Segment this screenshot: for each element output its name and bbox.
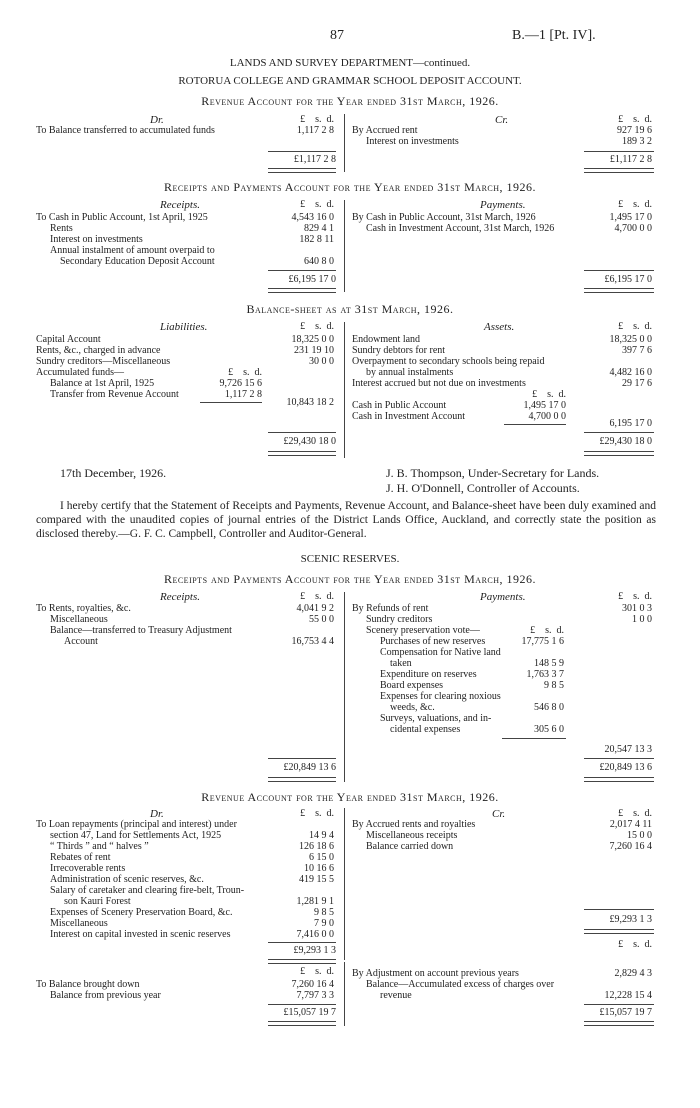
scenic-revenue-title: Revenue Account for the Year ended 31st March, 1926.: [201, 790, 499, 804]
bs-right-row: Sundry debtors for rent: [352, 345, 446, 356]
bs-left-amt: 18,325 0 0: [291, 334, 334, 345]
rev2-left-amt: 6 15 0: [309, 852, 334, 863]
rev1-left-row: To Balance transferred to accumulated funds: [36, 125, 215, 136]
rev2-right2-row: revenue: [380, 990, 412, 1001]
bs-right-row: Overpayment to secondary schools being repaid: [352, 356, 545, 367]
column-divider: [344, 808, 345, 960]
bs-inner-amt: 1,117 2 8: [224, 389, 262, 400]
department-title: LANDS AND SURVEY DEPARTMENT—continued.: [229, 57, 471, 69]
rev2-left-amt: 7,416 0 0: [296, 929, 334, 940]
rev2-lsd-right: £ s. d.: [618, 808, 652, 819]
rev2-left-row: Rebates of rent: [50, 852, 111, 863]
column-divider: [344, 114, 345, 172]
rule: [584, 432, 654, 433]
rp2-right-row: Sundry creditors: [366, 614, 433, 625]
rev2-left2-amt: 7,797 3 3: [296, 990, 334, 1001]
bs-inner-amt: 9,726 15 6: [219, 378, 262, 389]
rev2-left-row: section 47, Land for Settlements Act, 1925: [50, 830, 222, 841]
rp2-right-row: Purchases of new reserves: [380, 636, 486, 647]
bs-right-amt: 29 17 6: [622, 378, 652, 389]
rp2-right-row: Surveys, valuations, and in-: [380, 713, 492, 724]
rev2-right-row: Miscellaneous receipts: [366, 830, 458, 841]
bs-right-amt: 4,482 16 0: [609, 367, 652, 378]
rp2-right-row: By Refunds of rent: [352, 603, 429, 614]
rp2-inner-amt: 9 8 5: [544, 680, 564, 691]
rule: [268, 942, 336, 943]
rp2-right-row: Scenery preservation vote—: [366, 625, 480, 636]
rev2-total2-right: £15,057 19 7: [599, 1007, 652, 1018]
rp2-inner-lsd: £ s. d.: [530, 625, 564, 636]
double-rule: [584, 777, 654, 782]
rev2-cr: Cr.: [492, 808, 506, 820]
rp2-left-row: To Rents, royalties, &c.: [36, 603, 131, 614]
rule: [584, 1004, 654, 1005]
rp2-total-right: £20,849 13 6: [599, 762, 652, 773]
bs-right-row: Interest accrued but not due on investments: [352, 378, 526, 389]
rp1-left-row: Rents: [50, 223, 73, 234]
rp2-right-amt: 1 0 0: [632, 614, 652, 625]
rev2-right-row: By Accrued rents and royalties: [352, 819, 476, 830]
bs-left-row: Sundry creditors—Miscellaneous: [36, 356, 171, 367]
rev2-left-amt: 126 18 6: [299, 841, 334, 852]
rule: [268, 151, 336, 152]
rp2-right-row: Board expenses: [380, 680, 444, 691]
rp1-left-amt: 829 4 1: [304, 223, 334, 234]
rp1-right-row: Cash in Investment Account, 31st March, 1926: [366, 223, 555, 234]
balance-sheet-title: Balance-sheet as at 31st March, 1926.: [246, 302, 454, 316]
column-divider: [344, 592, 345, 782]
rp2-right-row: taken: [390, 658, 412, 669]
rule: [268, 758, 336, 759]
rp1-left-amt: 4,543 16 0: [291, 212, 334, 223]
rp2-right-row: Compensation for Native land: [380, 647, 501, 658]
scenic-rp-title: Receipts and Payments Account for the Year ended 31st March, 1926.: [163, 572, 537, 586]
rev1-dr: Dr.: [150, 114, 164, 126]
rev2-right-amt: 7,260 16 4: [609, 841, 652, 852]
auditor-certificate: I hereby certify that the Statement of Receipts and Payments, Revenue Account, and Balance-sheet have been duly examined and compared with the unaudited copies of journal entries of the District Lands Office, Auckland, and correctly state the position as disclosed thereby.—G. F. C. Campbell, Controller and Auditor-General.: [36, 500, 656, 540]
rule: [504, 424, 566, 425]
rev2-lsd-left: £ s. d.: [300, 808, 334, 819]
rule: [584, 909, 654, 910]
rev2-left2-row: To Balance brought down: [36, 979, 140, 990]
rev2-left-amt: 10 16 6: [304, 863, 334, 874]
bs-left-amt: 30 0 0: [309, 356, 334, 367]
bs-left-row: Accumulated funds—: [36, 367, 125, 378]
rev2-right-amt: 2,017 4 11: [609, 819, 652, 830]
rev2-left2-amt: 7,260 16 4: [291, 979, 334, 990]
bs-right-row: Cash in Investment Account: [352, 411, 466, 422]
signature-date: 17th December, 1926.: [60, 466, 167, 480]
rp1-total-left: £6,195 17 0: [288, 274, 336, 285]
rev1-right-amt: 927 19 6: [617, 125, 652, 136]
rev2-left-row: Miscellaneous: [50, 918, 108, 929]
double-rule: [268, 959, 336, 964]
scenic-reserves-title: SCENIC RESERVES.: [300, 553, 400, 565]
rev1-total-left: £1,117 2 8: [293, 154, 336, 165]
rp2-total-left: £20,849 13 6: [283, 762, 336, 773]
rp1-right-amt: 1,495 17 0: [609, 212, 652, 223]
rule: [268, 432, 336, 433]
bs-inner-amt: 1,495 17 0: [523, 400, 566, 411]
rev1-right-amt: 189 3 2: [622, 136, 652, 147]
rp2-inner-amt: 546 8 0: [534, 702, 564, 713]
double-rule: [584, 288, 654, 293]
rev2-lsd-right2: £ s. d.: [618, 939, 652, 950]
bs-left-row: Rents, &c., charged in advance: [36, 345, 161, 356]
column-divider: [344, 962, 345, 1026]
rp1-right-row: By Cash in Public Account, 31st March, 1926: [352, 212, 536, 223]
rev1-left-amt: 1,117 2 8: [296, 125, 334, 136]
rev1-lsd-right: £ s. d.: [618, 114, 652, 125]
rev2-right-amt: 15 0 0: [627, 830, 652, 841]
rp2-right-row: cidental expenses: [390, 724, 461, 735]
column-divider: [344, 200, 345, 292]
rp2-left-row: Account: [64, 636, 98, 647]
rp2-right-row: weeds, &c.: [390, 702, 435, 713]
rp2-left-row: Miscellaneous: [50, 614, 108, 625]
signature-odonnell: J. H. O'Donnell, Controller of Accounts.: [386, 481, 580, 495]
double-rule: [268, 168, 336, 173]
rp2-vote-total: 20,547 13 3: [604, 744, 652, 755]
revenue-account-title: Revenue Account for the Year ended 31st March, 1926.: [201, 94, 499, 108]
rule: [584, 758, 654, 759]
signature-thompson: J. B. Thompson, Under-Secretary for Lands.: [386, 466, 600, 480]
rev2-total-left: £9,293 1 3: [293, 945, 336, 956]
rp2-inner-amt: 148 5 9: [534, 658, 564, 669]
rev1-right-row: By Accrued rent: [352, 125, 418, 136]
rev2-right-row: Balance carried down: [366, 841, 454, 852]
rev2-left-row: Expenses of Scenery Preservation Board, &c.: [50, 907, 233, 918]
rev1-total-right: £1,117 2 8: [609, 154, 652, 165]
bs-right-amt: 6,195 17 0: [609, 418, 652, 429]
rp1-left-row: To Cash in Public Account, 1st April, 1925: [36, 212, 208, 223]
rev2-lsd-left2: £ s. d.: [300, 966, 334, 977]
rev2-left-amt: 1,281 9 1: [296, 896, 334, 907]
rp1-payments-heading: Payments.: [480, 199, 526, 211]
bs-left-row: Capital Account: [36, 334, 101, 345]
bs-left-amt: 10,843 18 2: [286, 397, 334, 408]
rev2-left-amt: 7 9 0: [314, 918, 334, 929]
rp1-right-amt: 4,700 0 0: [614, 223, 652, 234]
bs-right-row: Endowment land: [352, 334, 421, 345]
rp2-right-row: Expenses for clearing noxious: [380, 691, 501, 702]
rev2-left-row: Interest on capital invested in scenic reserves: [50, 929, 231, 940]
rev2-total-right: £9,293 1 3: [609, 914, 652, 925]
rp1-left-row: Annual instalment of amount overpaid to: [50, 245, 215, 256]
bs-inner-lsd: £ s. d.: [532, 389, 566, 400]
bs-left-row: Balance at 1st April, 1925: [50, 378, 155, 389]
double-rule: [268, 1021, 336, 1026]
rp1-total-right: £6,195 17 0: [604, 274, 652, 285]
bs-total-right: £29,430 18 0: [599, 436, 652, 447]
bs-lsd-right: £ s. d.: [618, 321, 652, 332]
rule: [268, 1004, 336, 1005]
college-title: ROTORUA COLLEGE AND GRAMMAR SCHOOL DEPOSIT ACCOUNT.: [178, 75, 522, 87]
rp2-receipts-heading: Receipts.: [160, 591, 201, 603]
double-rule: [584, 1021, 654, 1026]
rev2-right2-row: Balance—Accumulated excess of charges over: [366, 979, 555, 990]
column-divider: [344, 322, 345, 458]
rev2-left-amt: 419 15 5: [299, 874, 334, 885]
rp1-receipts-heading: Receipts.: [160, 199, 201, 211]
bs-right-row: by annual instalments: [366, 367, 454, 378]
page-number: 87: [330, 28, 344, 43]
rev2-dr: Dr.: [150, 808, 164, 820]
rev1-cr: Cr.: [495, 114, 509, 126]
rp2-left-amt: 4,041 9 2: [296, 603, 334, 614]
bs-inner-lsd: £ s. d.: [228, 367, 262, 378]
rev2-total2-left: £15,057 19 7: [283, 1007, 336, 1018]
rule: [584, 270, 654, 271]
rp2-lsd-right: £ s. d.: [618, 591, 652, 602]
rev2-left-row: To Loan repayments (principal and interest) under: [36, 819, 237, 830]
rev2-left2-row: Balance from previous year: [50, 990, 161, 1001]
double-rule: [584, 168, 654, 173]
rev2-left-row: Irrecoverable rents: [50, 863, 126, 874]
bs-left-amt: 231 19 10: [294, 345, 334, 356]
rp2-left-row: Balance—transferred to Treasury Adjustment: [50, 625, 232, 636]
rp2-inner-amt: 1,763 3 7: [526, 669, 564, 680]
bs-total-left: £29,430 18 0: [283, 436, 336, 447]
rp1-left-amt: 640 8 0: [304, 256, 334, 267]
rev2-right2-amt: 2,829 4 3: [614, 968, 652, 979]
double-rule: [584, 451, 654, 456]
rp1-lsd-left: £ s. d.: [300, 199, 334, 210]
bs-liabilities-heading: Liabilities.: [160, 321, 208, 333]
rev2-right2-amt: 12,228 15 4: [604, 990, 652, 1001]
rev2-left-amt: 14 9 4: [309, 830, 334, 841]
rev2-left-row: “ Thirds ” and “ halves ”: [50, 841, 149, 852]
rp1-lsd-right: £ s. d.: [618, 199, 652, 210]
rp2-right-amt: 301 0 3: [622, 603, 652, 614]
rp2-right-row: Expenditure on reserves: [380, 669, 477, 680]
receipts-payments-title: Receipts and Payments Account for the Year ended 31st March, 1926.: [163, 180, 537, 194]
document-ref: B.—1 [Pt. IV].: [512, 28, 596, 43]
bs-right-amt: 18,325 0 0: [609, 334, 652, 345]
rev2-left-row: son Kauri Forest: [64, 896, 131, 907]
rp1-left-row: Secondary Education Deposit Account: [60, 256, 215, 267]
rp1-left-row: Interest on investments: [50, 234, 143, 245]
bs-lsd-left: £ s. d.: [300, 321, 334, 332]
double-rule: [584, 929, 654, 934]
rule: [584, 151, 654, 152]
rule: [268, 270, 336, 271]
rp2-left-amt: 55 0 0: [309, 614, 334, 625]
rp2-payments-heading: Payments.: [480, 591, 526, 603]
rev1-lsd-left: £ s. d.: [300, 114, 334, 125]
rule: [200, 402, 262, 403]
rev2-right2-row: By Adjustment on account previous years: [352, 968, 519, 979]
bs-right-row: Cash in Public Account: [352, 400, 447, 411]
rp2-inner-amt: 305 6 0: [534, 724, 564, 735]
rp2-left-amt: 16,753 4 4: [291, 636, 334, 647]
double-rule: [268, 451, 336, 456]
rev2-left-row: Administration of scenic reserves, &c.: [50, 874, 204, 885]
bs-left-row: Transfer from Revenue Account: [50, 389, 179, 400]
rev2-left-amt: 9 8 5: [314, 907, 334, 918]
bs-right-amt: 397 7 6: [622, 345, 652, 356]
double-rule: [268, 288, 336, 293]
rule: [502, 738, 566, 739]
rp2-inner-amt: 17,775 1 6: [521, 636, 564, 647]
rp2-lsd-left: £ s. d.: [300, 591, 334, 602]
double-rule: [268, 777, 336, 782]
rev1-right-row: Interest on investments: [366, 136, 459, 147]
bs-assets-heading: Assets.: [484, 321, 515, 333]
rev2-left-row: Salary of caretaker and clearing fire-belt, Troun-: [50, 885, 245, 896]
bs-inner-amt: 4,700 0 0: [528, 411, 566, 422]
rp1-left-amt: 182 8 11: [299, 234, 334, 245]
